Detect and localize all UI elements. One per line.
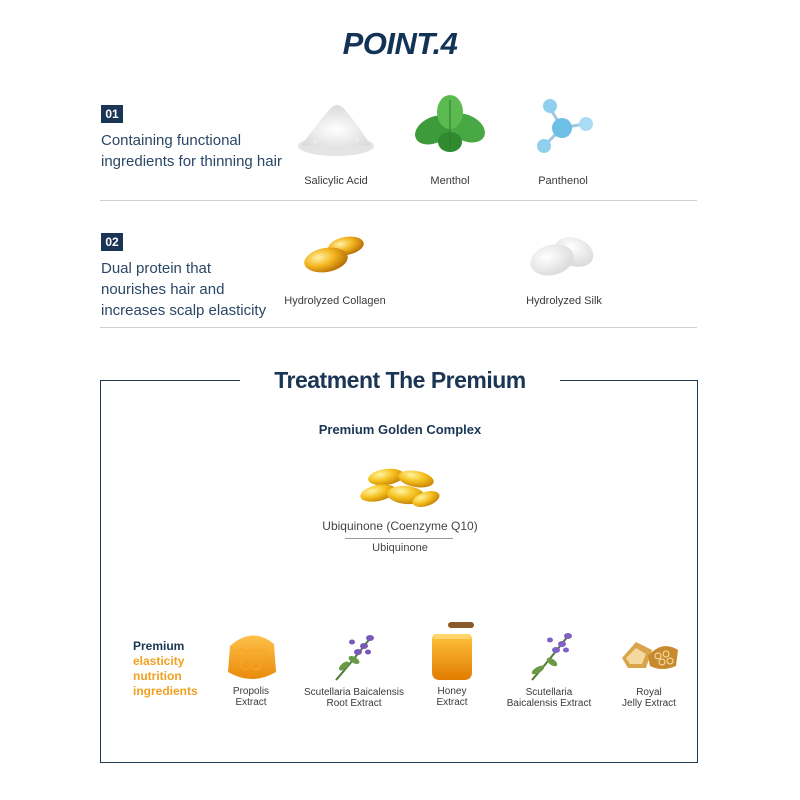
divider [100, 327, 697, 328]
section-number-badge: 02 [101, 233, 123, 251]
section-description [101, 130, 282, 172]
silk-cocoon-icon [526, 230, 602, 282]
description-line: Dual protein that [101, 260, 212, 277]
honeycomb-icon [224, 626, 280, 684]
heading-line: ingredients [133, 684, 198, 698]
ingredient-label: Scutellaria Baicalensis Extract [506, 687, 592, 709]
ubiquinone-underline [345, 538, 453, 539]
honey-jar-icon [428, 620, 476, 682]
ingredient-label: Panthenol [538, 175, 588, 187]
royal-jelly-icon [618, 632, 682, 674]
section-number-badge: 01 [101, 105, 123, 123]
section-description [101, 258, 266, 321]
ingredient-label: Salicylic Acid [304, 175, 368, 187]
heading-line: elasticity [133, 654, 185, 668]
ubiquinone-label: Ubiquinone (Coenzyme Q10) [322, 519, 478, 533]
powder-icon [295, 96, 377, 158]
purple-flower-icon [328, 630, 378, 684]
box-border-right [560, 380, 697, 381]
complex-title: Premium Golden Complex [318, 422, 482, 437]
ubiquinone-sublabel: Ubiquinone [372, 542, 428, 554]
ingredient-label: Honey Extract [436, 686, 468, 708]
molecule-icon [528, 94, 598, 158]
ingredient-label: Propolis Extract [232, 686, 270, 708]
description-line: nourishes hair and [101, 281, 225, 298]
golden-capsules-icon [356, 463, 444, 511]
heading-line: Premium [133, 639, 185, 653]
purple-flower-icon [524, 630, 574, 684]
ingredient-label: Menthol [430, 175, 470, 187]
description-line: Containing functional [101, 132, 242, 149]
premium-box-title: Treatment The Premium [274, 367, 526, 393]
premium-ingredients-heading [133, 639, 198, 699]
description-line: ingredients for thinning hair [101, 153, 282, 170]
box-border-left [100, 380, 240, 381]
ingredient-label: Hydrolyzed Silk [526, 295, 602, 307]
ingredient-label: Hydrolyzed Collagen [284, 295, 386, 307]
page-title: POINT.4 [342, 26, 458, 61]
ingredient-label: Scutellaria Baicalensis Root Extract [303, 687, 405, 709]
divider [100, 200, 697, 201]
description-line: increases scalp elasticity [101, 302, 267, 319]
ingredient-label: Royal Jelly Extract [622, 687, 676, 709]
heading-line: nutrition [133, 669, 182, 683]
capsule-icon [300, 232, 368, 278]
mint-leaf-icon [412, 92, 488, 158]
